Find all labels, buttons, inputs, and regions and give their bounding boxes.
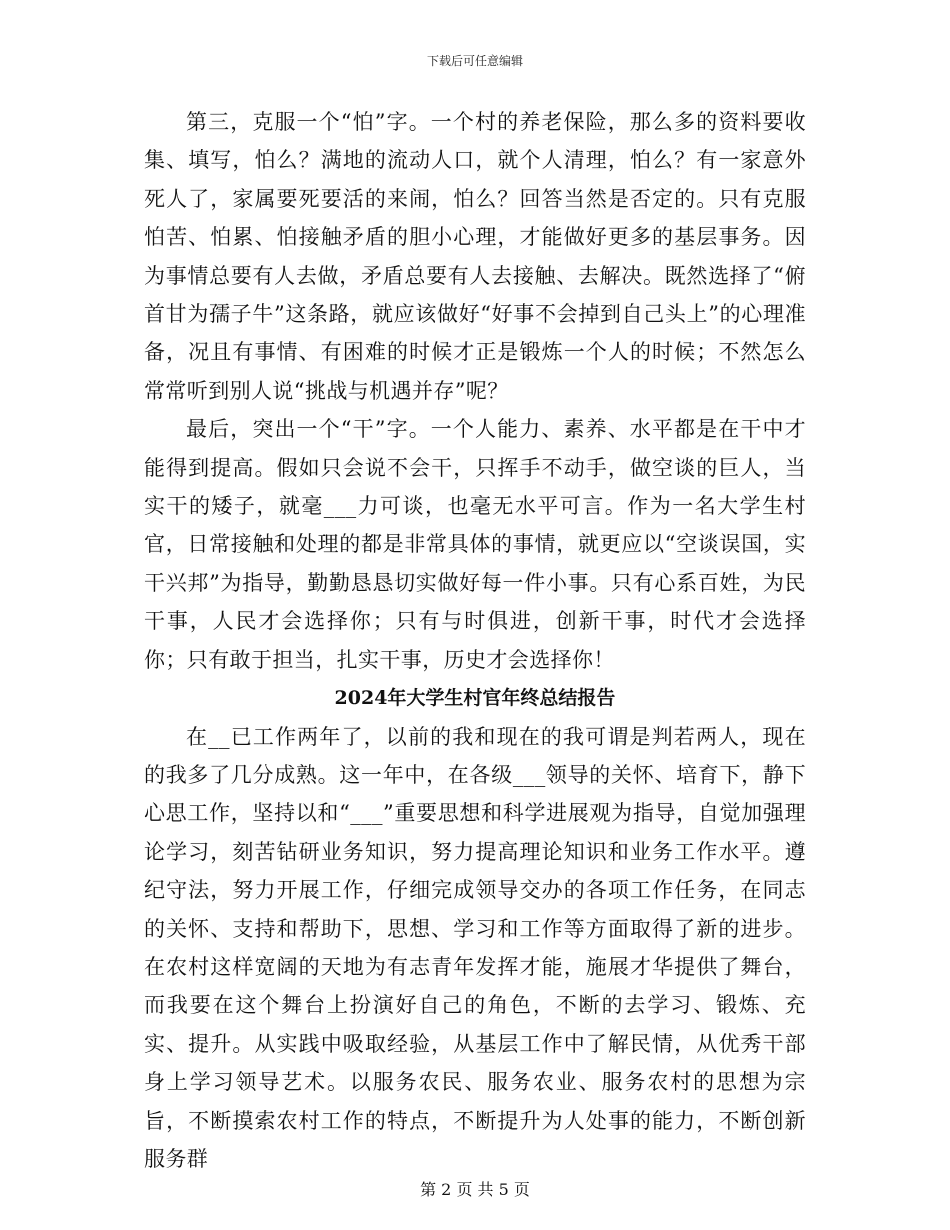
paragraph-overcome-fear: 第三，克服一个“怕”字。一个村的养老保险，那么多的资料要收集、填写，怕么？满地的流动人口，就个人清理，怕么？有一家意外死人了，家属要死要活的来闹，怕么？回答当然是否定的。只有克服怕苦、怕累、怕接触矛盾的胆小心理，才能做好更多的基层事务。因为事情总要有人去做，矛盾总要有人去接触、去解决。既然选择了“俯首甘为孺子牛”这条路，就应该做好“好事不会掉到自己头上”的心理准备，况且有事情、有困难的时候才正是锻炼一个人的时候；不然怎么常常听到别人说“挑战与机遇并存”呢？ (144, 110, 806, 403)
page-header-note: 下载后可任意编辑 (426, 54, 523, 68)
page-number: 第 2 页 共 5 页 (420, 1180, 530, 1199)
section-title: 2024年大学生村官年终总结报告 (334, 687, 616, 710)
document-body (144, 103, 806, 1178)
paragraph-emphasize-action: 最后，突出一个“干”字。一个人能力、素养、水平都是在干中才能得到提高。假如只会说不会干，只挥手不动手，做空谈的巨人，当实干的矮子，就毫___力可谈，也毫无水平可言。作为一名大学生村官，日常接触和处理的都是非常具体的事情，就更应以“空谈误国，实干兴邦”为指导，勤勤恳恳切实做好每一件小事。只有心系百姓，为民干事，人民才会选择你；只有与时俱进，创新干事，时代才会选择你；只有敢于担当，扎实干事，历史才会选择你！ (144, 417, 806, 672)
paragraph-report-intro: 在__已工作两年了，以前的我和现在的我可谓是判若两人，现在的我多了几分成熟。这一年中，在各级___领导的关怀、培育下，静下心思工作，坚持以和“___”重要思想和科学进展观为指导，自觉加强理论学习，刻苦钻研业务知识，努力提高理论知识和业务工作水平。遵纪守法，努力开展工作，仔细完成领导交办的各项工作任务，在同志的关怀、支持和帮助下，思想、学习和工作等方面取得了新的进步。在农村这样宽阔的天地为有志青年发挥才能，施展才华提供了舞台，而我要在这个舞台上扮演好自己的角色，不断的去学习、锻炼、充实、提升。从实践中吸取经验，从基层工作中了解民情，从优秀干部身上学习领导艺术。以服务农民、服务农业、服务农村的思想为宗旨，不断摸索农村工作的特点，不断提升为人处事的能力，不断创新服务群 (144, 724, 806, 1171)
